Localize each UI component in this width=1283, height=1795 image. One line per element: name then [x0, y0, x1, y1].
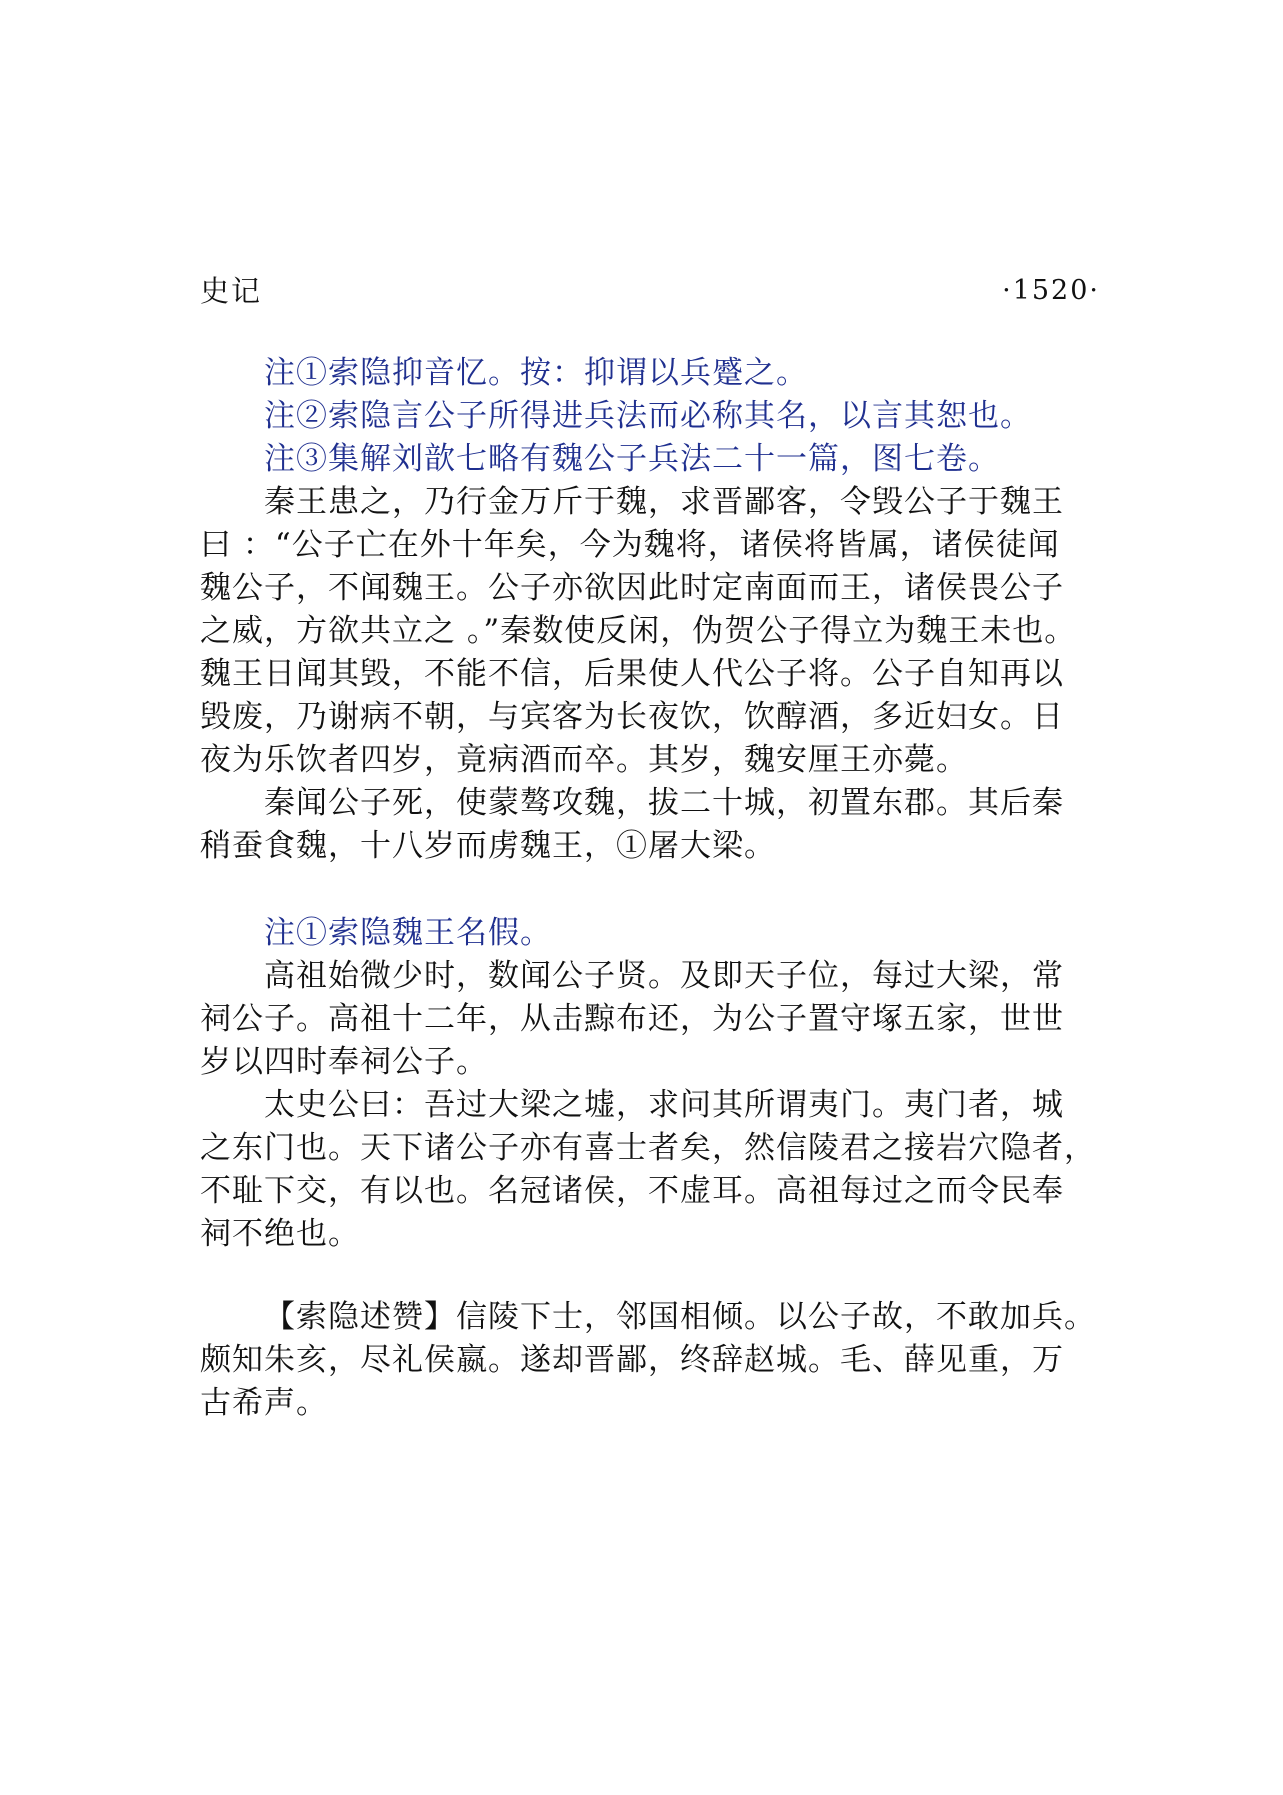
- page-header: [200, 268, 1100, 314]
- text-line: 之威，方欲共立之 。”秦数使反闲，伪贺公子得立为魏王未也。: [200, 613, 1077, 649]
- note-line: 注③集解刘歆七略有魏公子兵法二十一篇，图七卷。: [264, 441, 1000, 477]
- text-line: 祠公子。高祖十二年，从击黥布还，为公子置守塚五家，世世: [200, 1001, 1064, 1037]
- text-line: 不耻下交，有以也。名冠诸侯，不虚耳。高祖每过之而令民奉: [200, 1173, 1064, 1209]
- text-line: 颇知朱亥，尽礼侯嬴。遂却晋鄙，终辞赵城。毛、薛见重，万: [200, 1342, 1064, 1378]
- text-line: 毁废，乃谢病不朝，与宾客为长夜饮，饮醇酒，多近妇女。日: [200, 699, 1064, 735]
- text-line: 曰 ：“公子亡在外十年矣，今为魏将，诸侯将皆属，诸侯徒闻: [200, 527, 1060, 563]
- text-line: 稍蚕食魏，十八岁而虏魏王，①屠大梁。: [200, 828, 776, 864]
- page-body: [200, 352, 1105, 1425]
- text-line: 高祖始微少时，数闻公子贤。及即天子位，每过大梁，常: [264, 958, 1064, 994]
- book-title: 史记: [200, 274, 263, 308]
- notes-block-2: [200, 912, 1105, 955]
- text-line: 魏公子，不闻魏王。公子亦欲因此时定南面而王，诸侯畏公子: [200, 570, 1064, 606]
- page-number: ·1520·: [1002, 275, 1100, 306]
- paragraph-taishigong: [200, 1084, 1105, 1256]
- text-line: 魏王日闻其毁，不能不信，后果使人代公子将。公子自知再以: [200, 656, 1064, 692]
- text-line: 秦王患之，乃行金万斤于魏，求晋鄙客，令毁公子于魏王: [264, 484, 1064, 520]
- text-line: 秦闻公子死，使蒙骜攻魏，拔二十城，初置东郡。其后秦: [264, 785, 1064, 821]
- text-line: 夜为乐饮者四岁，竟病酒而卒。其岁，魏安厘王亦薨。: [200, 742, 968, 778]
- text-line: 古希声。: [200, 1385, 328, 1421]
- spacer: [200, 1256, 1105, 1296]
- text-line: 之东门也。天下诸公子亦有喜士者矣，然信陵君之接岩穴隐者，: [200, 1130, 1096, 1166]
- note-line: 注①索隐抑音忆。按：抑谓以兵蹙之。: [264, 355, 808, 391]
- paragraph-suoyin-zan: [200, 1296, 1105, 1425]
- text-line: 祠不绝也。: [200, 1216, 360, 1252]
- spacer: [200, 868, 1105, 912]
- text-line: 岁以四时奉祠公子。: [200, 1044, 488, 1080]
- note-line: 注②索隐言公子所得进兵法而必称其名，以言其恕也。: [264, 398, 1032, 434]
- note-line: 注①索隐魏王名假。: [264, 915, 552, 951]
- paragraph-qin-king: [200, 481, 1105, 782]
- notes-block-1: [200, 352, 1105, 481]
- paragraph-qin-attack: [200, 782, 1105, 868]
- paragraph-gaozu: [200, 955, 1105, 1084]
- text-line: 【索隐述赞】信陵下士，邻国相倾。以公子故，不敢加兵。: [264, 1299, 1096, 1335]
- text-line: 太史公曰：吾过大梁之墟，求问其所谓夷门。夷门者，城: [264, 1087, 1064, 1123]
